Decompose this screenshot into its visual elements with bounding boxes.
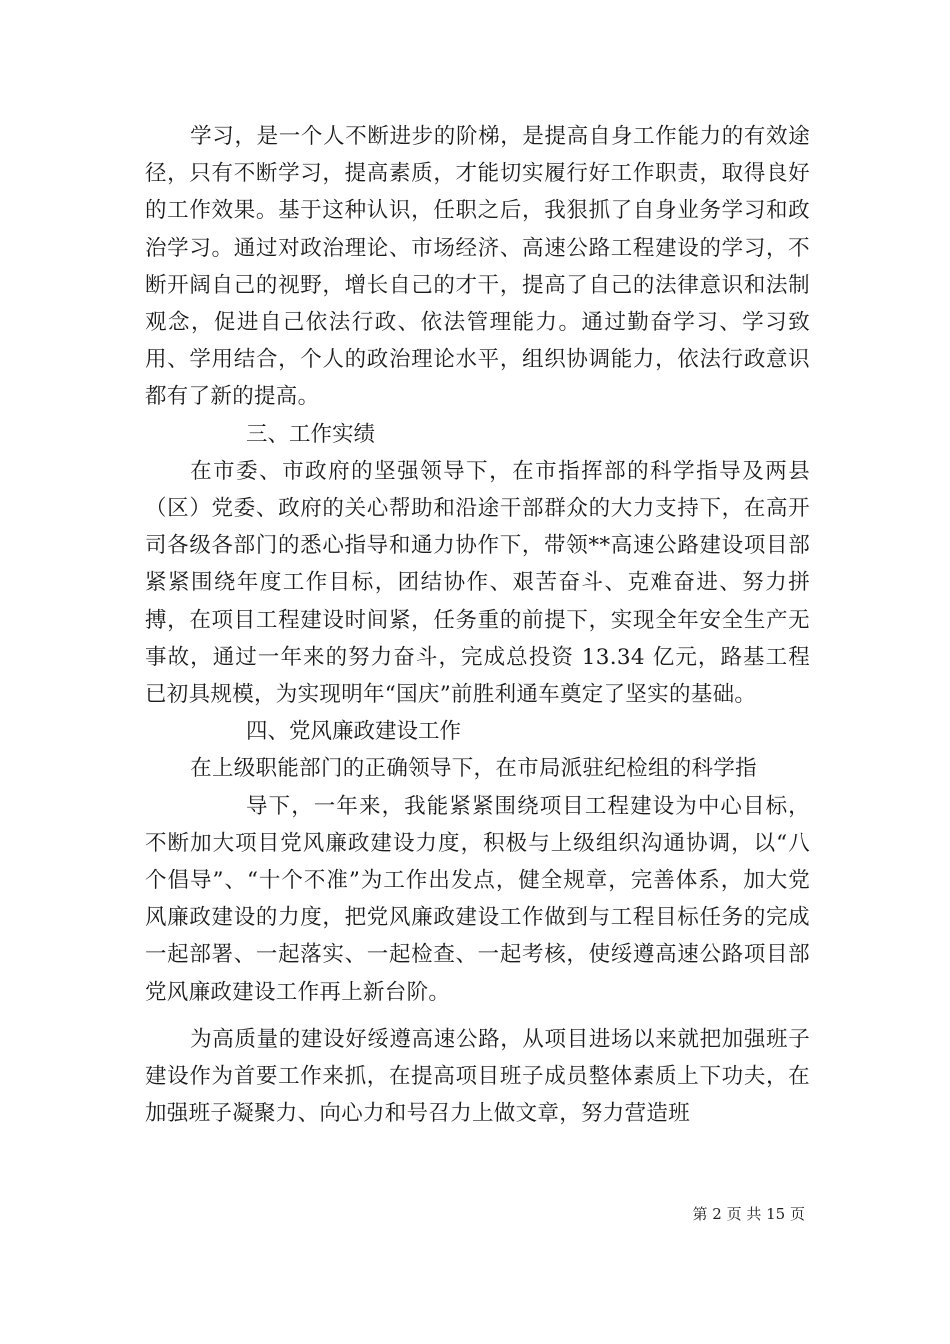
paragraph-team-building: 为高质量的建设好绥遵高速公路，从项目进场以来就把加强班子建设作为首要工作来抓，在提高项目班子成员整体素质上下功夫，在加强班子凝聚力、向心力和号召力上做文章，努力营造班 (145, 1026, 810, 1127)
document-body (145, 118, 810, 1132)
page-number-footer: 第 2 页 共 15 页 (692, 1205, 805, 1223)
heading-work-achievements: 三、工作实绩 (246, 421, 376, 447)
paragraph-party-conduct: 导下，一年来，我能紧紧围绕项目工程建设为中心目标，不断加大项目党风廉政建设力度，积极与上级组织沟通协调，以“八个倡导”、“十个不准”为工作出发点，健全规章，完善体系，加大党风廉政建设的力度，把党风廉政建设工作做到与工程目标任务的完成一起部署、一起落实、一起检查、一起考核，使绥遵高速公路项目部党风廉政建设工作再上新台阶。 (145, 793, 810, 1005)
heading-party-conduct: 四、党风廉政建设工作 (246, 719, 462, 745)
paragraph-study: 学习，是一个人不断进步的阶梯，是提高自身工作能力的有效途径，只有不断学习，提高素质，才能切实履行好工作职责，取得良好的工作效果。基于这种认识，任职之后，我狠抓了自身业务学习和政治学习。通过对政治理论、市场经济、高速公路工程建设的学习，不断开阔自己的视野，增长自己的才干，提高了自己的法律意识和法制观念，促进自己依法行政、依法管理能力。通过勤奋学习、学习致用、学用结合，个人的政治理论水平，组织协调能力，依法行政意识都有了新的提高。 (145, 124, 810, 410)
paragraph-achievements: 在市委、市政府的坚强领导下，在市指挥部的科学指导及两县（区）党委、政府的关心帮助和沿途干部群众的大力支持下，在高开司各级各部门的悉心指导和通力协作下，带领**高速公路建设项目部紧紧围绕年度工作目标，团结协作、艰苦奋斗、克难奋进、努力拼搏，在项目工程建设时间紧，任务重的前提下，实现全年安全生产无事故，通过一年来的努力奋斗，完成总投资 13.34 亿元，路基工程已初具规模，为实现明年“国庆”前胜利通车奠定了坚实的基础。 (145, 458, 810, 708)
paragraph-party-conduct-intro: 在上级职能部门的正确领导下，在市局派驻纪检组的科学指 (190, 756, 757, 782)
